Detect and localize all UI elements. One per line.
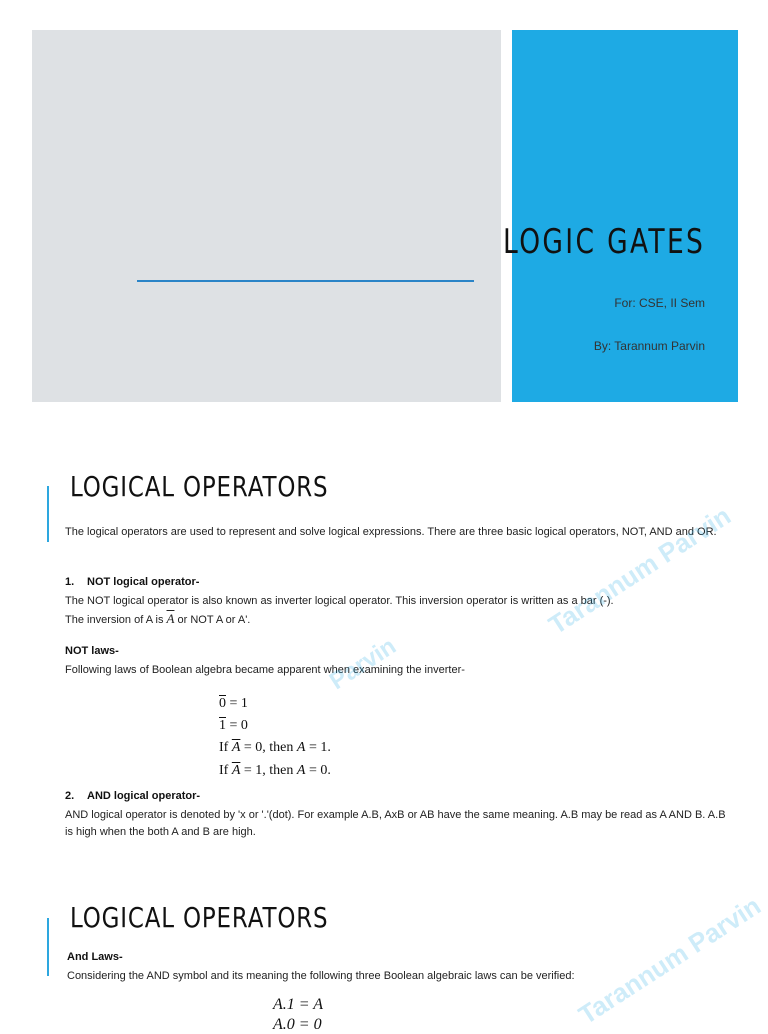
- heading-accent-bar: [47, 486, 49, 542]
- not-law-2: [219, 718, 248, 734]
- title-divider: [137, 280, 474, 282]
- law-bar-term: 1: [219, 718, 226, 733]
- and-laws-heading: And Laws-: [67, 951, 123, 963]
- watermark: Tarannum Parvin: [543, 500, 736, 641]
- not-operator-inversion-line: [65, 610, 729, 629]
- not-operator-title: NOT logical operator-: [87, 576, 200, 588]
- law-bar-term: $\overline{A}$: [231, 740, 241, 755]
- not-laws-heading: NOT laws-: [65, 645, 119, 657]
- law-bar-term: $\overline{A}$: [231, 763, 241, 778]
- law-bar-term: 0: [219, 696, 226, 711]
- not-law-1: [219, 696, 248, 712]
- title-panel: [32, 30, 501, 402]
- list-number: 2.: [65, 790, 75, 802]
- inversion-text-after: or NOT A or A'.: [177, 614, 251, 626]
- inversion-text-before: The inversion of A is: [65, 614, 164, 626]
- law-rest: = 1: [226, 696, 248, 711]
- author-line: By: Tarannum Parvin: [593, 339, 705, 353]
- heading-accent-bar: [47, 918, 49, 976]
- law-rest: = 1, then: [240, 763, 297, 778]
- a-bar-symbol: $\overline{A}$: [166, 611, 175, 626]
- not-laws-text: Following laws of Boolean algebra became apparent when examining the inverter-: [65, 664, 465, 676]
- section-heading: LOGICAL OPERATORS: [70, 901, 329, 934]
- watermark: Parvin: [324, 632, 401, 696]
- law-end: = 1.: [305, 740, 331, 755]
- law-variable: A: [296, 763, 306, 778]
- watermark: Tarannum Parvin: [573, 890, 766, 1031]
- section-heading: LOGICAL OPERATORS: [70, 470, 329, 503]
- presentation-title: LOGIC GATES: [502, 222, 705, 262]
- and-operator-text: AND logical operator is denoted by 'x or '.'(dot). For example A.B, AxB or AB have the same meaning. A.B may be read as A AND B. A.B is high when the both A and B are high.: [65, 809, 726, 838]
- not-operator-heading: [65, 576, 199, 588]
- intro-paragraph: The logical operators are used to represent and solve logical expressions. There are three basic logical operators, NOT, AND and OR.: [65, 526, 717, 538]
- title-slide: [32, 30, 738, 402]
- law-if: If: [219, 740, 232, 755]
- and-operator-title: AND logical operator-: [87, 790, 201, 802]
- law-end: = 0.: [305, 763, 331, 778]
- law-variable: A: [296, 740, 306, 755]
- course-line: For: CSE, II Sem: [614, 296, 705, 310]
- law-rest: = 0: [226, 718, 248, 733]
- list-number: 1.: [65, 576, 75, 588]
- not-law-4: [219, 763, 331, 779]
- not-operator-text: The NOT logical operator is also known as inverter logical operator. This inversion operator is written as a bar (-).: [65, 595, 614, 607]
- and-operator-heading: [65, 790, 200, 802]
- and-law-2: A.0 = 0: [273, 1016, 322, 1033]
- and-law-1: A.1 = A: [273, 996, 324, 1013]
- not-law-3: [219, 740, 331, 756]
- law-rest: = 0, then: [240, 740, 297, 755]
- and-laws-text: Considering the AND symbol and its meaning the following three Boolean algebraic laws can be verified:: [67, 970, 575, 982]
- law-if: If: [219, 763, 232, 778]
